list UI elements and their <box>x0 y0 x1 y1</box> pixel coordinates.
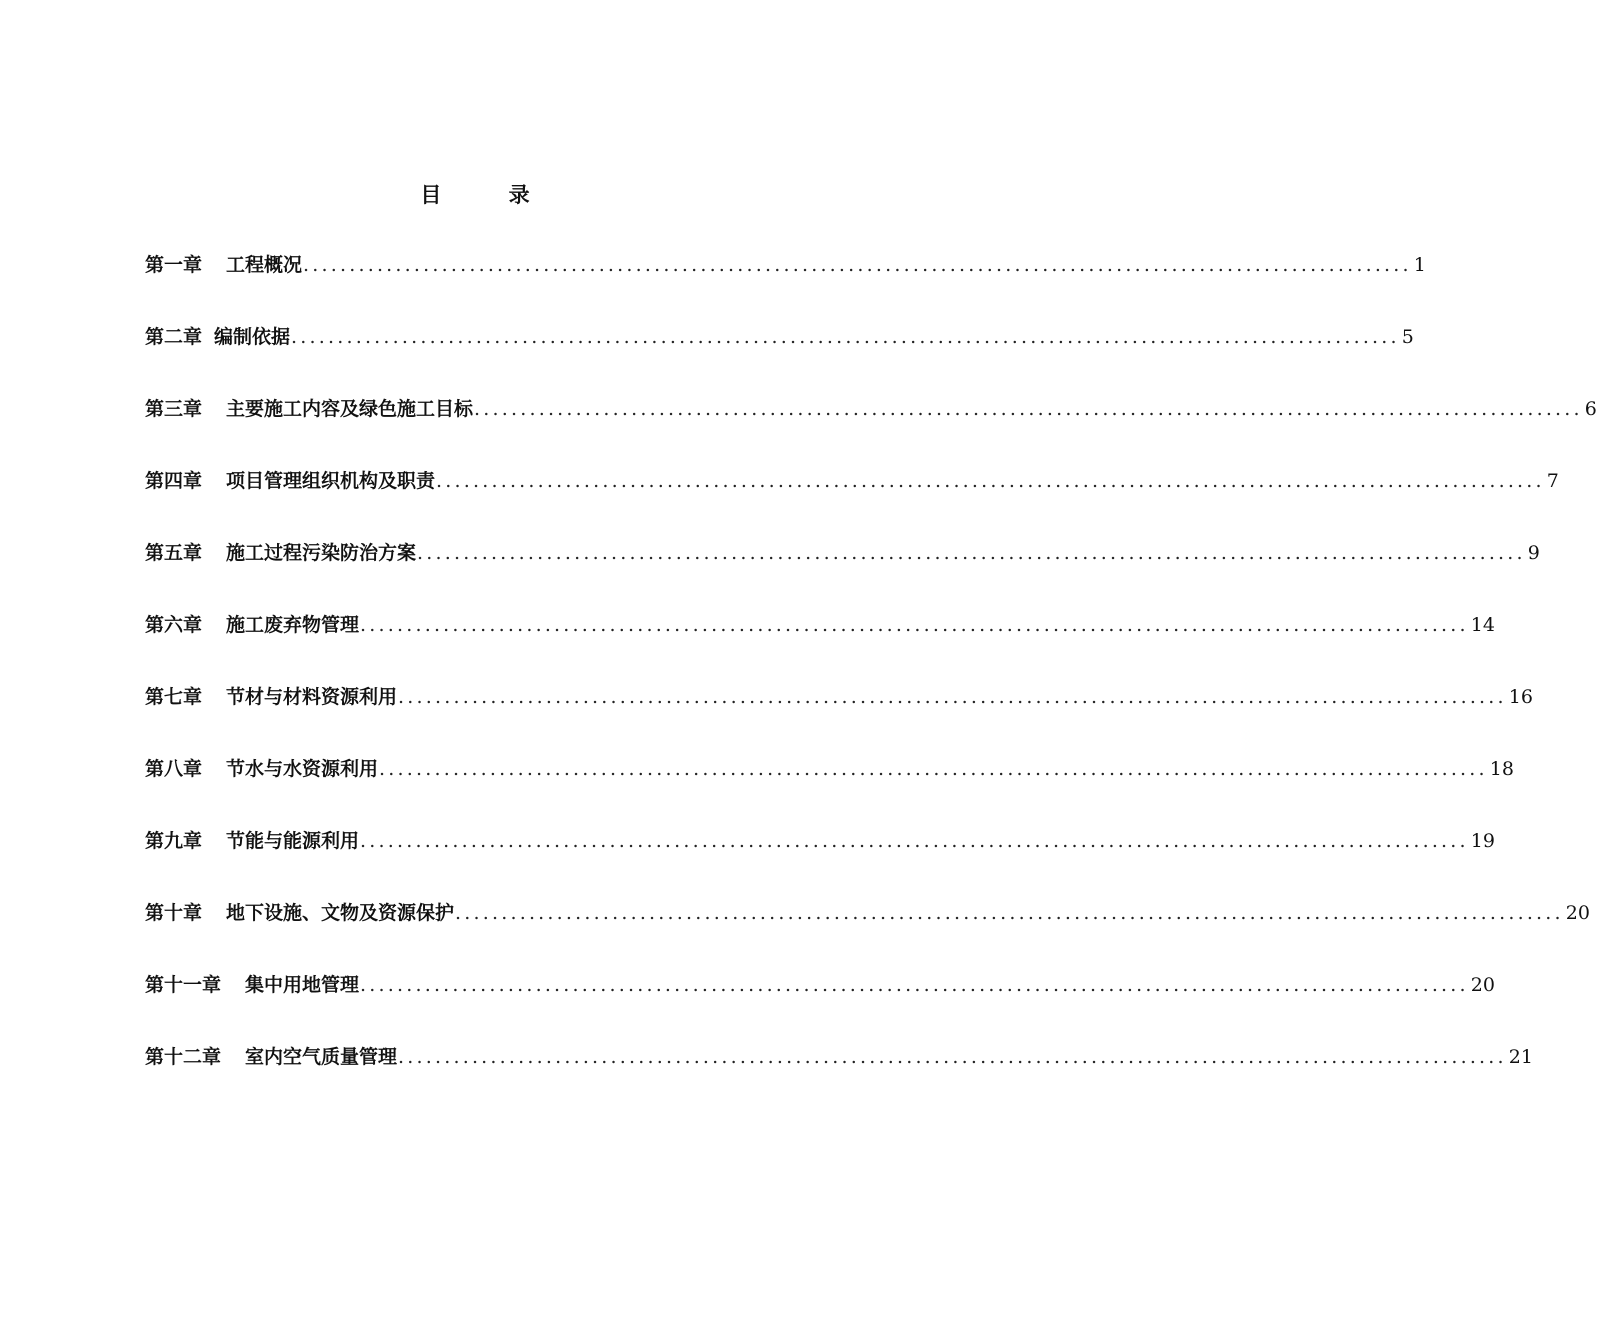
chapter-title: 施工废弃物管理 <box>226 614 360 636</box>
page-number: 1 <box>1413 254 1426 276</box>
toc-entry[interactable] <box>145 320 1414 392</box>
chapter-title: 施工过程污染防治方案 <box>226 542 417 564</box>
page-number: 19 <box>1470 830 1495 852</box>
chapter-number: 第五章 <box>145 542 203 564</box>
page-number: 6 <box>1584 398 1597 420</box>
toc-entry[interactable] <box>145 968 1495 1040</box>
toc-entry[interactable] <box>145 464 1559 536</box>
toc-entry[interactable] <box>145 392 1597 464</box>
chapter-number: 第十章 <box>145 902 203 924</box>
page-number: 5 <box>1401 326 1414 348</box>
chapter-title: 项目管理组织机构及职责 <box>226 470 436 492</box>
dot-leader: ........................................................................................................................ <box>398 1046 1507 1068</box>
chapter-number: 第二章 <box>145 326 203 348</box>
chapter-number: 第七章 <box>145 686 203 708</box>
page-number: 20 <box>1565 902 1590 924</box>
dot-leader: ........................................................................................................................ <box>379 758 1488 780</box>
toc-list <box>145 248 1597 1112</box>
dot-leader: ........................................................................................................................ <box>291 326 1400 348</box>
toc-entry[interactable] <box>145 608 1495 680</box>
chapter-number: 第六章 <box>145 614 203 636</box>
chapter-title: 节水与水资源利用 <box>226 758 379 780</box>
chapter-number: 第八章 <box>145 758 203 780</box>
toc-entry[interactable] <box>145 752 1514 824</box>
chapter-title: 集中用地管理 <box>245 974 360 996</box>
page-number: 20 <box>1470 974 1495 996</box>
chapter-number: 第一章 <box>145 254 203 276</box>
dot-leader: ........................................................................................................................ <box>360 974 1469 996</box>
toc-entry[interactable] <box>145 1040 1533 1112</box>
page-number: 21 <box>1508 1046 1533 1068</box>
dot-leader: ........................................................................................................................ <box>360 830 1469 852</box>
toc-heading: 目 录 <box>420 183 560 207</box>
chapter-number: 第四章 <box>145 470 203 492</box>
dot-leader: ........................................................................................................................ <box>360 614 1469 636</box>
chapter-number: 第十二章 <box>145 1046 222 1068</box>
dot-leader: ........................................................................................................................ <box>417 542 1526 564</box>
page-number: 16 <box>1508 686 1533 708</box>
page-number: 7 <box>1546 470 1559 492</box>
chapter-title: 主要施工内容及绿色施工目标 <box>226 398 474 420</box>
dot-leader: ........................................................................................................................ <box>303 254 1412 276</box>
toc-entry[interactable] <box>145 896 1590 968</box>
chapter-title: 地下设施、文物及资源保护 <box>226 902 455 924</box>
dot-leader: ........................................................................................................................ <box>474 398 1583 420</box>
chapter-title: 节能与能源利用 <box>226 830 360 852</box>
dot-leader: ........................................................................................................................ <box>398 686 1507 708</box>
toc-entry[interactable] <box>145 824 1495 896</box>
chapter-number: 第十一章 <box>145 974 222 996</box>
toc-entry[interactable] <box>145 248 1426 320</box>
chapter-number: 第三章 <box>145 398 203 420</box>
chapter-title: 编制依据 <box>214 326 291 348</box>
chapter-title: 工程概况 <box>226 254 303 276</box>
page-number: 14 <box>1470 614 1495 636</box>
dot-leader: ........................................................................................................................ <box>436 470 1545 492</box>
toc-entry[interactable] <box>145 536 1540 608</box>
page-number: 18 <box>1489 758 1514 780</box>
toc-entry[interactable] <box>145 680 1533 752</box>
dot-leader: ........................................................................................................................ <box>455 902 1564 924</box>
chapter-number: 第九章 <box>145 830 203 852</box>
chapter-title: 节材与材料资源利用 <box>226 686 398 708</box>
chapter-title: 室内空气质量管理 <box>245 1046 398 1068</box>
page-number: 9 <box>1527 542 1540 564</box>
